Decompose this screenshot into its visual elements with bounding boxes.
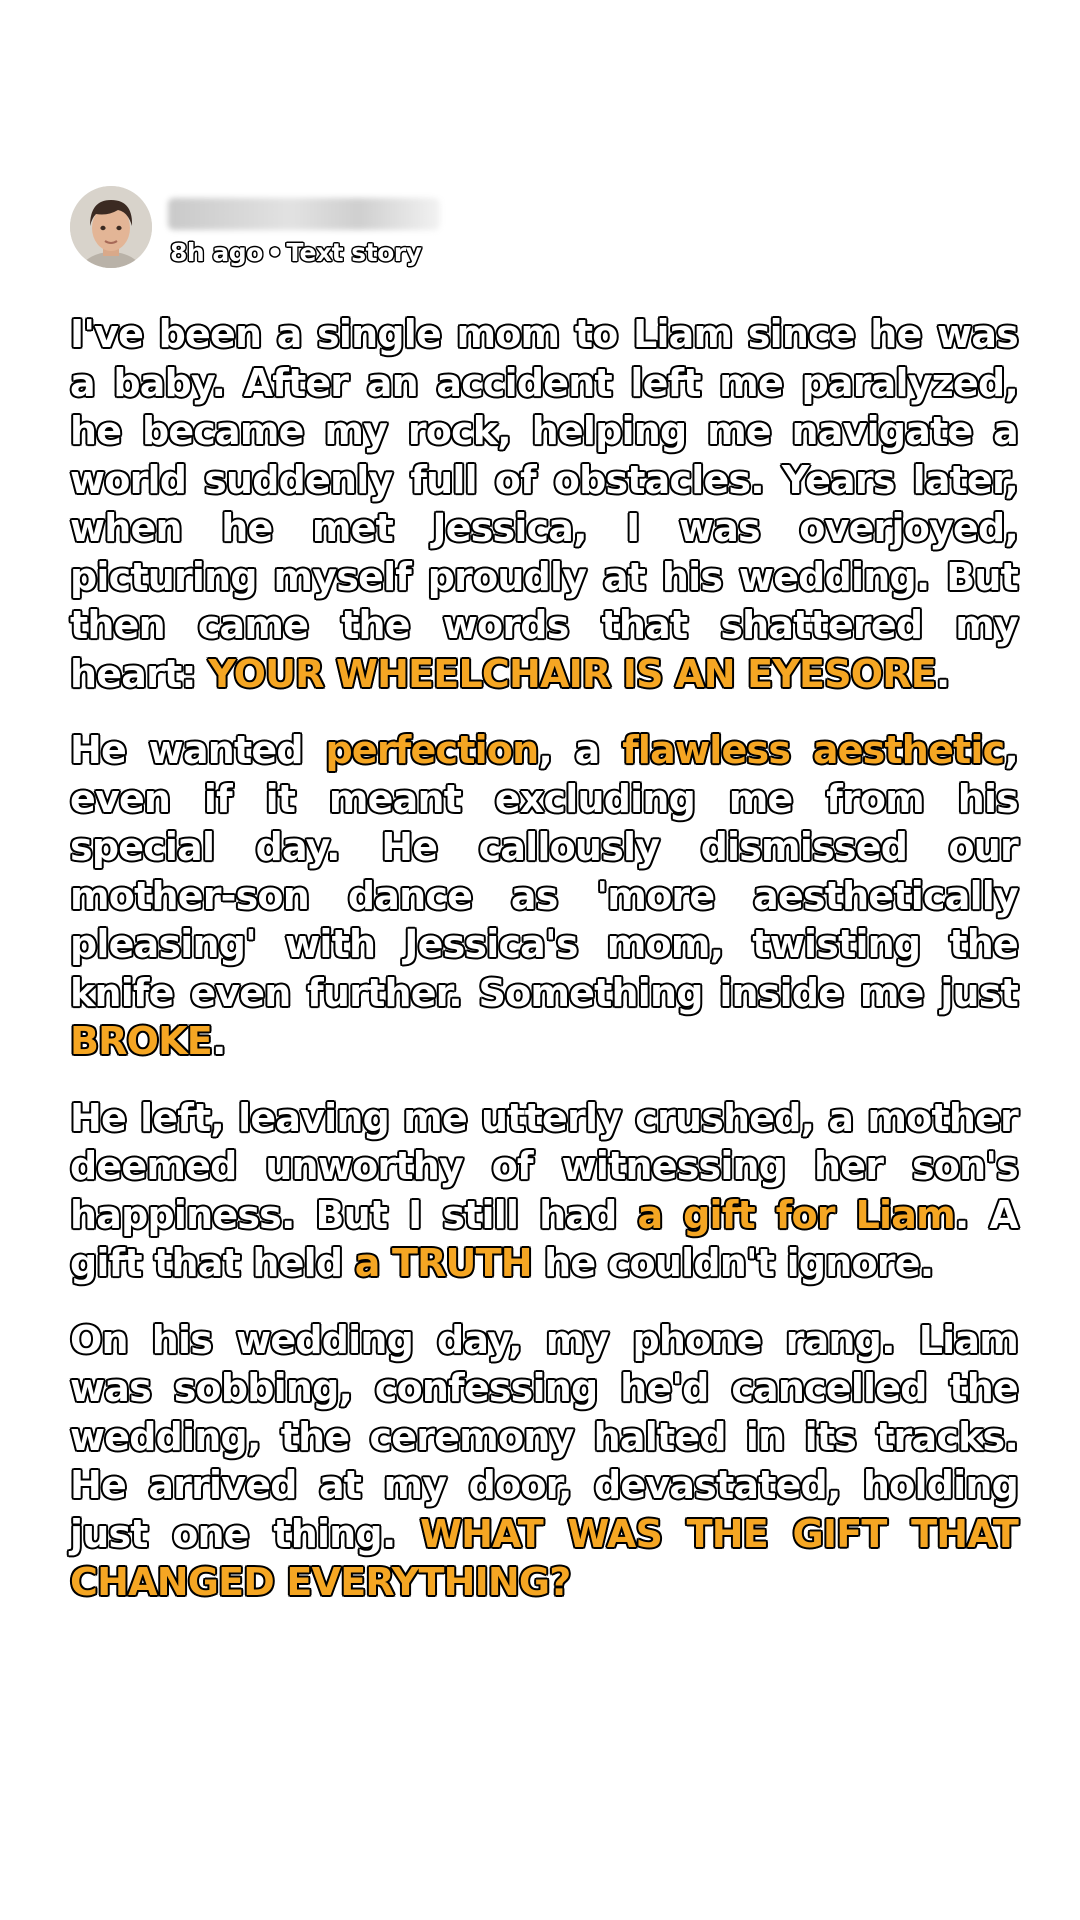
highlighted-text: perfection: [325, 728, 539, 772]
story-paragraph: [70, 1094, 1018, 1288]
story-text: On his wedding day, my phone rang. Liam was sobbing, confessing he'd cancelled the wedding, the ceremony halted in its tracks. He arrived at my door, devastated, holding just one thing.: [70, 1317, 1018, 1556]
story-text: He wanted: [70, 728, 326, 772]
story-paragraph: [70, 726, 1018, 1066]
post-type: Text story: [286, 238, 422, 267]
post-header: [70, 186, 870, 270]
story-text: , a: [538, 728, 623, 772]
post-time: 8h ago: [170, 238, 263, 267]
avatar-image: [70, 186, 152, 268]
story-text: , even if it meant excluding me from his special day. He callously dismissed our mother-son dance as 'more aesthetically pleasing' with Jessica's mom, twisting the knife even further. Something inside me just: [70, 728, 1018, 1015]
story-paragraph: [70, 1316, 1018, 1607]
story-body: [70, 310, 1018, 1635]
highlighted-text: BROKE: [70, 1019, 212, 1063]
story-text: He left, leaving me utterly crushed, a mother deemed unworthy of witnessing her son's happiness. But I still had: [70, 1095, 1018, 1237]
highlighted-text: a gift for Liam: [637, 1192, 955, 1237]
highlighted-text: a TRUTH: [354, 1241, 532, 1285]
avatar[interactable]: [70, 186, 152, 268]
meta-separator: •: [266, 238, 283, 267]
story-paragraph: [70, 310, 1018, 698]
post-meta: [170, 238, 421, 267]
highlighted-text: WHAT WAS THE GIFT THAT CHANGED EVERYTHING?: [70, 1511, 1018, 1604]
highlighted-text: flawless aesthetic: [622, 728, 1005, 772]
story-text: I've been a single mom to Liam since he was a baby. After an accident left me paralyzed, he became my rock, helping me navigate a world suddenly full of obstacles. Years later, when he met Jessica, I was overjoyed, picturing myself proudly at his wedding. But then came the words that shattered my heart:: [70, 312, 1018, 696]
highlighted-text: YOUR WHEELCHAIR IS AN EYESORE: [208, 651, 936, 696]
story-text: .: [935, 651, 950, 696]
story-text: . A gift that held: [70, 1192, 1018, 1285]
author-name[interactable]: [168, 198, 440, 230]
story-text: he couldn't ignore.: [531, 1241, 934, 1285]
story-text: .: [211, 1019, 226, 1063]
